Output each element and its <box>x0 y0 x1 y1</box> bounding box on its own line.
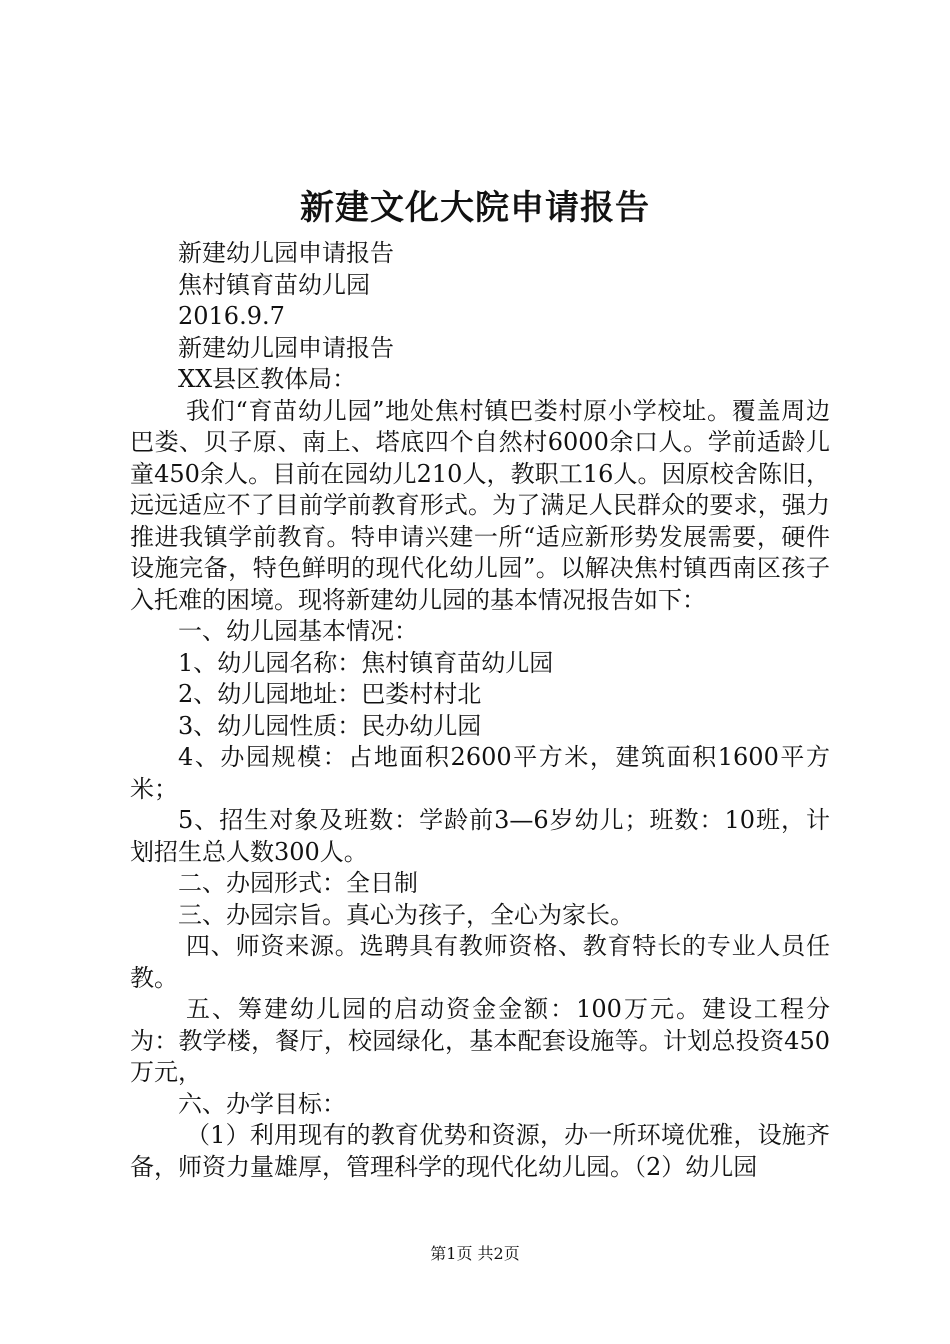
page-footer: 第1页 共2页 <box>430 1244 520 1263</box>
paragraph-section-3: 三、办园宗旨。真心为孩子，全心为家长。 <box>178 900 634 929</box>
paragraph-date: 2016.9.7 <box>178 302 285 330</box>
paragraph-heading: 新建幼儿园申请报告 <box>178 333 394 362</box>
paragraph-section-2: 二、办园形式：全日制 <box>178 869 418 897</box>
paragraph-section-4: 四、师资来源。选聘具有教师资格、教育特长的专业人员任教。 <box>130 932 830 992</box>
paragraph-item-nature: 3、幼儿园性质：民办幼儿园 <box>178 711 482 740</box>
paragraph-section-1: 一、幼儿园基本情况： <box>178 617 418 645</box>
paragraph-addressee: XX县区教体局： <box>178 365 357 393</box>
paragraph-item-scale: 4、办园规模：占地面积2600平方米，建筑面积1600平方米； <box>130 743 830 803</box>
document-title: 新建文化大院申请报告 <box>300 188 650 228</box>
paragraph-item-address: 2、幼儿园地址：巴娄村村北 <box>178 680 482 708</box>
paragraph-goals: （1）利用现有的教育优势和资源，办一所环境优雅，设施齐备，师资力量雄厚，管理科学的现代化幼儿园。（2）幼儿园 <box>130 1121 830 1181</box>
paragraph-section-6: 六、办学目标： <box>178 1089 346 1118</box>
paragraph-item-name: 1、幼儿园名称：焦村镇育苗幼儿园 <box>178 648 554 677</box>
paragraph-intro: 我们“育苗幼儿园”地处焦村镇巴娄村原小学校址。覆盖周边巴娄、贝子原、南上、塔底四个自然村6000余口人。学前适龄儿童450余人。目前在园幼儿210人，教职工16人。因原校舍陈旧，远远适应不了目前学前教育形式。为了满足人民群众的要求，强力推进我镇学前教育。特申请兴建一所“适应新形势发展需要，硬件设施完备，特色鲜明的现代化幼儿园”。以解决焦村镇西南区孩子入托难的困境。现将新建幼儿园的基本情况报告如下： <box>130 396 830 614</box>
document-body <box>130 238 830 1183</box>
paragraph-section-5: 五、筹建幼儿园的启动资金金额：100万元。建设工程分为：教学楼，餐厅，校园绿化，基本配套设施等。计划总投资450万元， <box>130 995 830 1086</box>
paragraph-organization: 焦村镇育苗幼儿园 <box>178 270 370 299</box>
paragraph-item-enrollment: 5、招生对象及班数：学龄前3—6岁幼儿；班数：10班，计划招生总人数300人。 <box>130 806 830 866</box>
paragraph-subtitle: 新建幼儿园申请报告 <box>178 239 394 267</box>
